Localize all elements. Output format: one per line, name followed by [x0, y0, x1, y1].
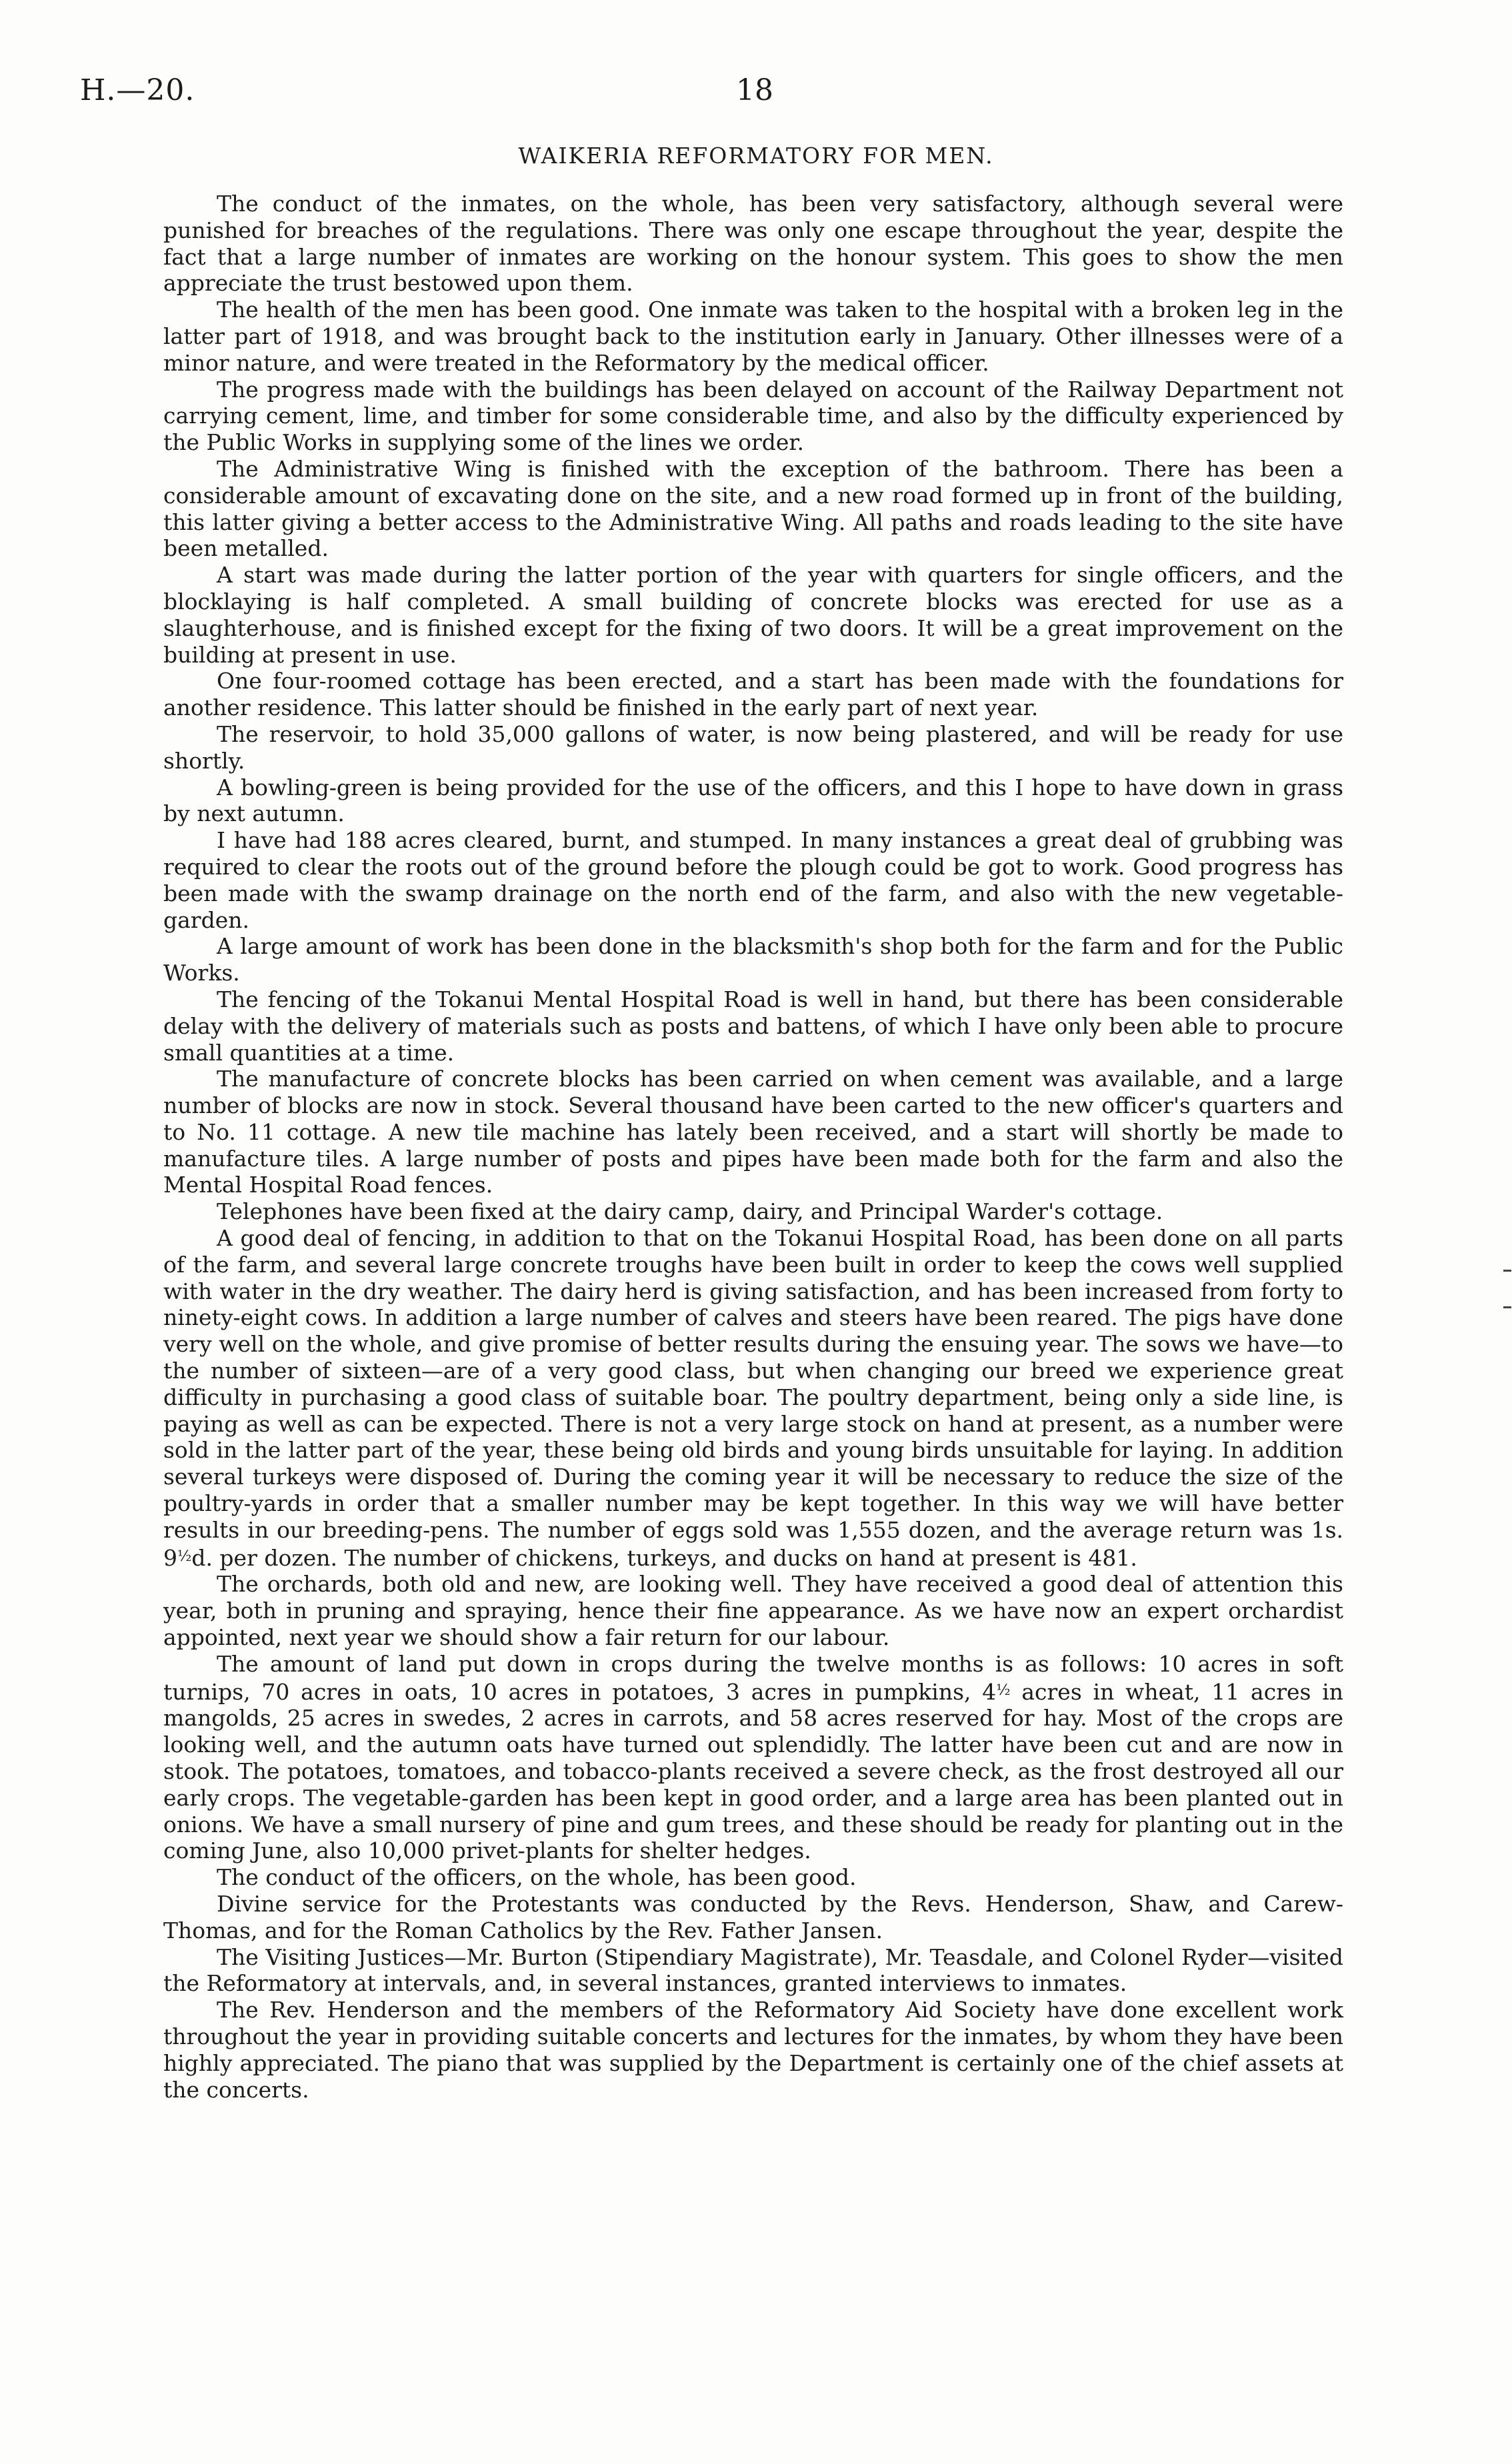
- paragraph-single-officers-quarters: A start was made during the latter portion of the year with quarters for single officers, and the blocklaying is half completed. A small building of concrete blocks was erected for use as a slaughterhouse, and is finished except for the fixing of two doors. It will be a great improvement on the building at present in use.: [163, 562, 1343, 668]
- paragraph-farm-livestock: [163, 1225, 1343, 1571]
- paragraph-bowling-green: A bowling-green is being provided for the use of the officers, and this I hope to have down in grass by next autumn.: [163, 774, 1343, 827]
- paragraph-conduct-inmates: The conduct of the inmates, on the whole, has been very satisfactory, although several were punished for breaches of the regulations. There was only one escape throughout the year, despite the fact that a large number of inmates are working on the honour system. This goes to show the men appreciate the trust bestowed upon them.: [163, 191, 1343, 297]
- paragraph-administrative-wing: The Administrative Wing is finished with the exception of the bathroom. There has been a considerable amount of excavating done on the site, and a new road formed up in front of the building, this latter giving a better access to the Administrative Wing. All paths and roads leading to the site have been metalled.: [163, 455, 1343, 562]
- livestock-text-part-1: A good deal of fencing, in addition to that on the Tokanui Hospital Road, has been done on all parts of the farm, and several large concrete troughs have been built in order to keep the cows well supplied with water in the dry weather. The dairy herd is giving satisfaction, and has been increased from forty to ninety-eight cows. In addition a large number of calves and steers have been reared. The pigs have done very well on the whole, and give promise of better results during the ensuing year. The sows we have—to the number of sixteen—are of a very good class, but when changing our breed we experience great difficulty in purchasing a good class of suitable boar. The poultry department, being only a side line, is paying as well as can be expected. There is not a very large stock on hand at present, as a number were sold in the latter part of the year, these being old birds and young birds unsuitable for laying. In addition several turkeys were disposed of. During the coming year it will be necessary to reduce the size of the poultry-yards in order that a smaller number may be kept together. In this way we will have better results in our breeding-pens. The number of eggs sold was 1,555 dozen, and the average return was 1s. 9: [163, 1225, 1343, 1571]
- paragraph-visiting-justices: The Visiting Justices—Mr. Burton (Stipendiary Magistrate), Mr. Teasdale, and Colonel Ryder—visited the Reformatory at intervals, and, in several instances, granted interviews to inmates.: [163, 1943, 1343, 1997]
- paragraph-concrete-blocks: The manufacture of concrete blocks has been carried on when cement was available, and a large number of blocks are now in stock. Several thousand have been carted to the new officer's quarters and to No. 11 cottage. A new tile machine has lately been received, and a start will shortly be made to manufacture tiles. A large number of posts and pipes have been made both for the farm and also the Mental Hospital Road fences.: [163, 1066, 1343, 1198]
- paragraph-orchards: The orchards, both old and new, are looking well. They have received a good deal of attention this year, both in pruning and spraying, hence their fine appearance. As we have now an expert orchardist appointed, next year we should show a fair return for our labour.: [163, 1571, 1343, 1651]
- paragraph-blacksmith: A large amount of work has been done in the blacksmith's shop both for the farm and for the Public Works.: [163, 933, 1343, 986]
- paragraph-reservoir: The reservoir, to hold 35,000 gallons of water, is now being plastered, and will be ready for use shortly.: [163, 720, 1343, 774]
- paragraph-divine-service: Divine service for the Protestants was conducted by the Revs. Henderson, Shaw, and Carew-Thomas, and for the Roman Catholics by the Rev. Father Jansen.: [163, 1891, 1343, 1943]
- paragraph-officers-conduct: The conduct of the officers, on the whole, has been good.: [217, 1864, 857, 1891]
- section-title: WAIKERIA REFORMATORY FOR MEN.: [518, 143, 994, 169]
- paragraph-health: The health of the men has been good. One inmate was taken to the hospital with a broken leg in the latter part of 1918, and was brought back to the institution early in January. Other illnesses were of a minor nature, and were treated in the Reformatory by the medical officer.: [163, 297, 1343, 376]
- document-reference: H.—20.: [80, 73, 195, 107]
- paragraph-aid-society: The Rev. Henderson and the members of the Reformatory Aid Society have done excellent work throughout the year in providing suitable concerts and lectures for the inmates, by whom they have been highly appreciated. The piano that was supplied by the Department is certainly one of the chief assets at the concerts.: [163, 1997, 1343, 2103]
- page-number: 18: [736, 73, 773, 107]
- paragraph-fencing-tokanui: The fencing of the Tokanui Mental Hospital Road is well in hand, but there has been considerable delay with the delivery of materials such as posts and battens, of which I have only been able to procure small quantities at a time.: [163, 986, 1343, 1066]
- report-body: [163, 191, 1343, 2103]
- paragraph-land-clearing: I have had 188 acres cleared, burnt, and stumped. In many instances a great deal of grubbing was required to clear the roots out of the ground before the plough could be got to work. Good progress has been made with the swamp drainage on the north end of the farm, and also with the new vegetable-garden.: [163, 827, 1343, 933]
- paragraph-cottage: One four-roomed cottage has been erected, and a start has been made with the foundations for another residence. This latter should be finished in the early part of next year.: [163, 668, 1343, 721]
- paragraph-building-progress: The progress made with the buildings has been delayed on account of the Railway Department not carrying cement, lime, and timber for some considerable time, and also by the difficulty experienced by the Public Works in supplying some of the lines we order.: [163, 376, 1343, 456]
- crops-text-part-1: The amount of land put down in crops during the twelve months is as follows: 10 acres in soft turnips, 70 acres in oats, 10 acres in potatoes, 3 acres in pumpkins, 4: [163, 1650, 1343, 1705]
- fraction-half: ½: [996, 1682, 1011, 1699]
- livestock-text-part-2: d. per dozen. The number of chickens, turkeys, and ducks on hand at present is 481.: [191, 1544, 1137, 1571]
- paragraph-crops: [163, 1651, 1343, 1864]
- paragraph-telephones: Telephones have been fixed at the dairy camp, dairy, and Principal Warder's cottage.: [217, 1198, 1163, 1225]
- fraction-half: ½: [177, 1548, 192, 1565]
- margin-mark: [1503, 1306, 1511, 1308]
- crops-text-part-2: acres in wheat, 11 acres in mangolds, 25 acres in swedes, 2 acres in carrots, and 58 acres reserved for hay. Most of the crops are looking well, and the autumn oats have turned out splendidly. The latter have been cut and are now in stook. The potatoes, tomatoes, and tobacco-plants received a severe check, as the frost destroyed all our early crops. The vegetable-garden has been kept in good order, and a large area has been planted out in onions. We have a small nursery of pine and gum trees, and these should be ready for planting out in the coming June, also 10,000 privet-plants for shelter hedges.: [163, 1678, 1343, 1864]
- margin-mark: [1503, 1270, 1511, 1272]
